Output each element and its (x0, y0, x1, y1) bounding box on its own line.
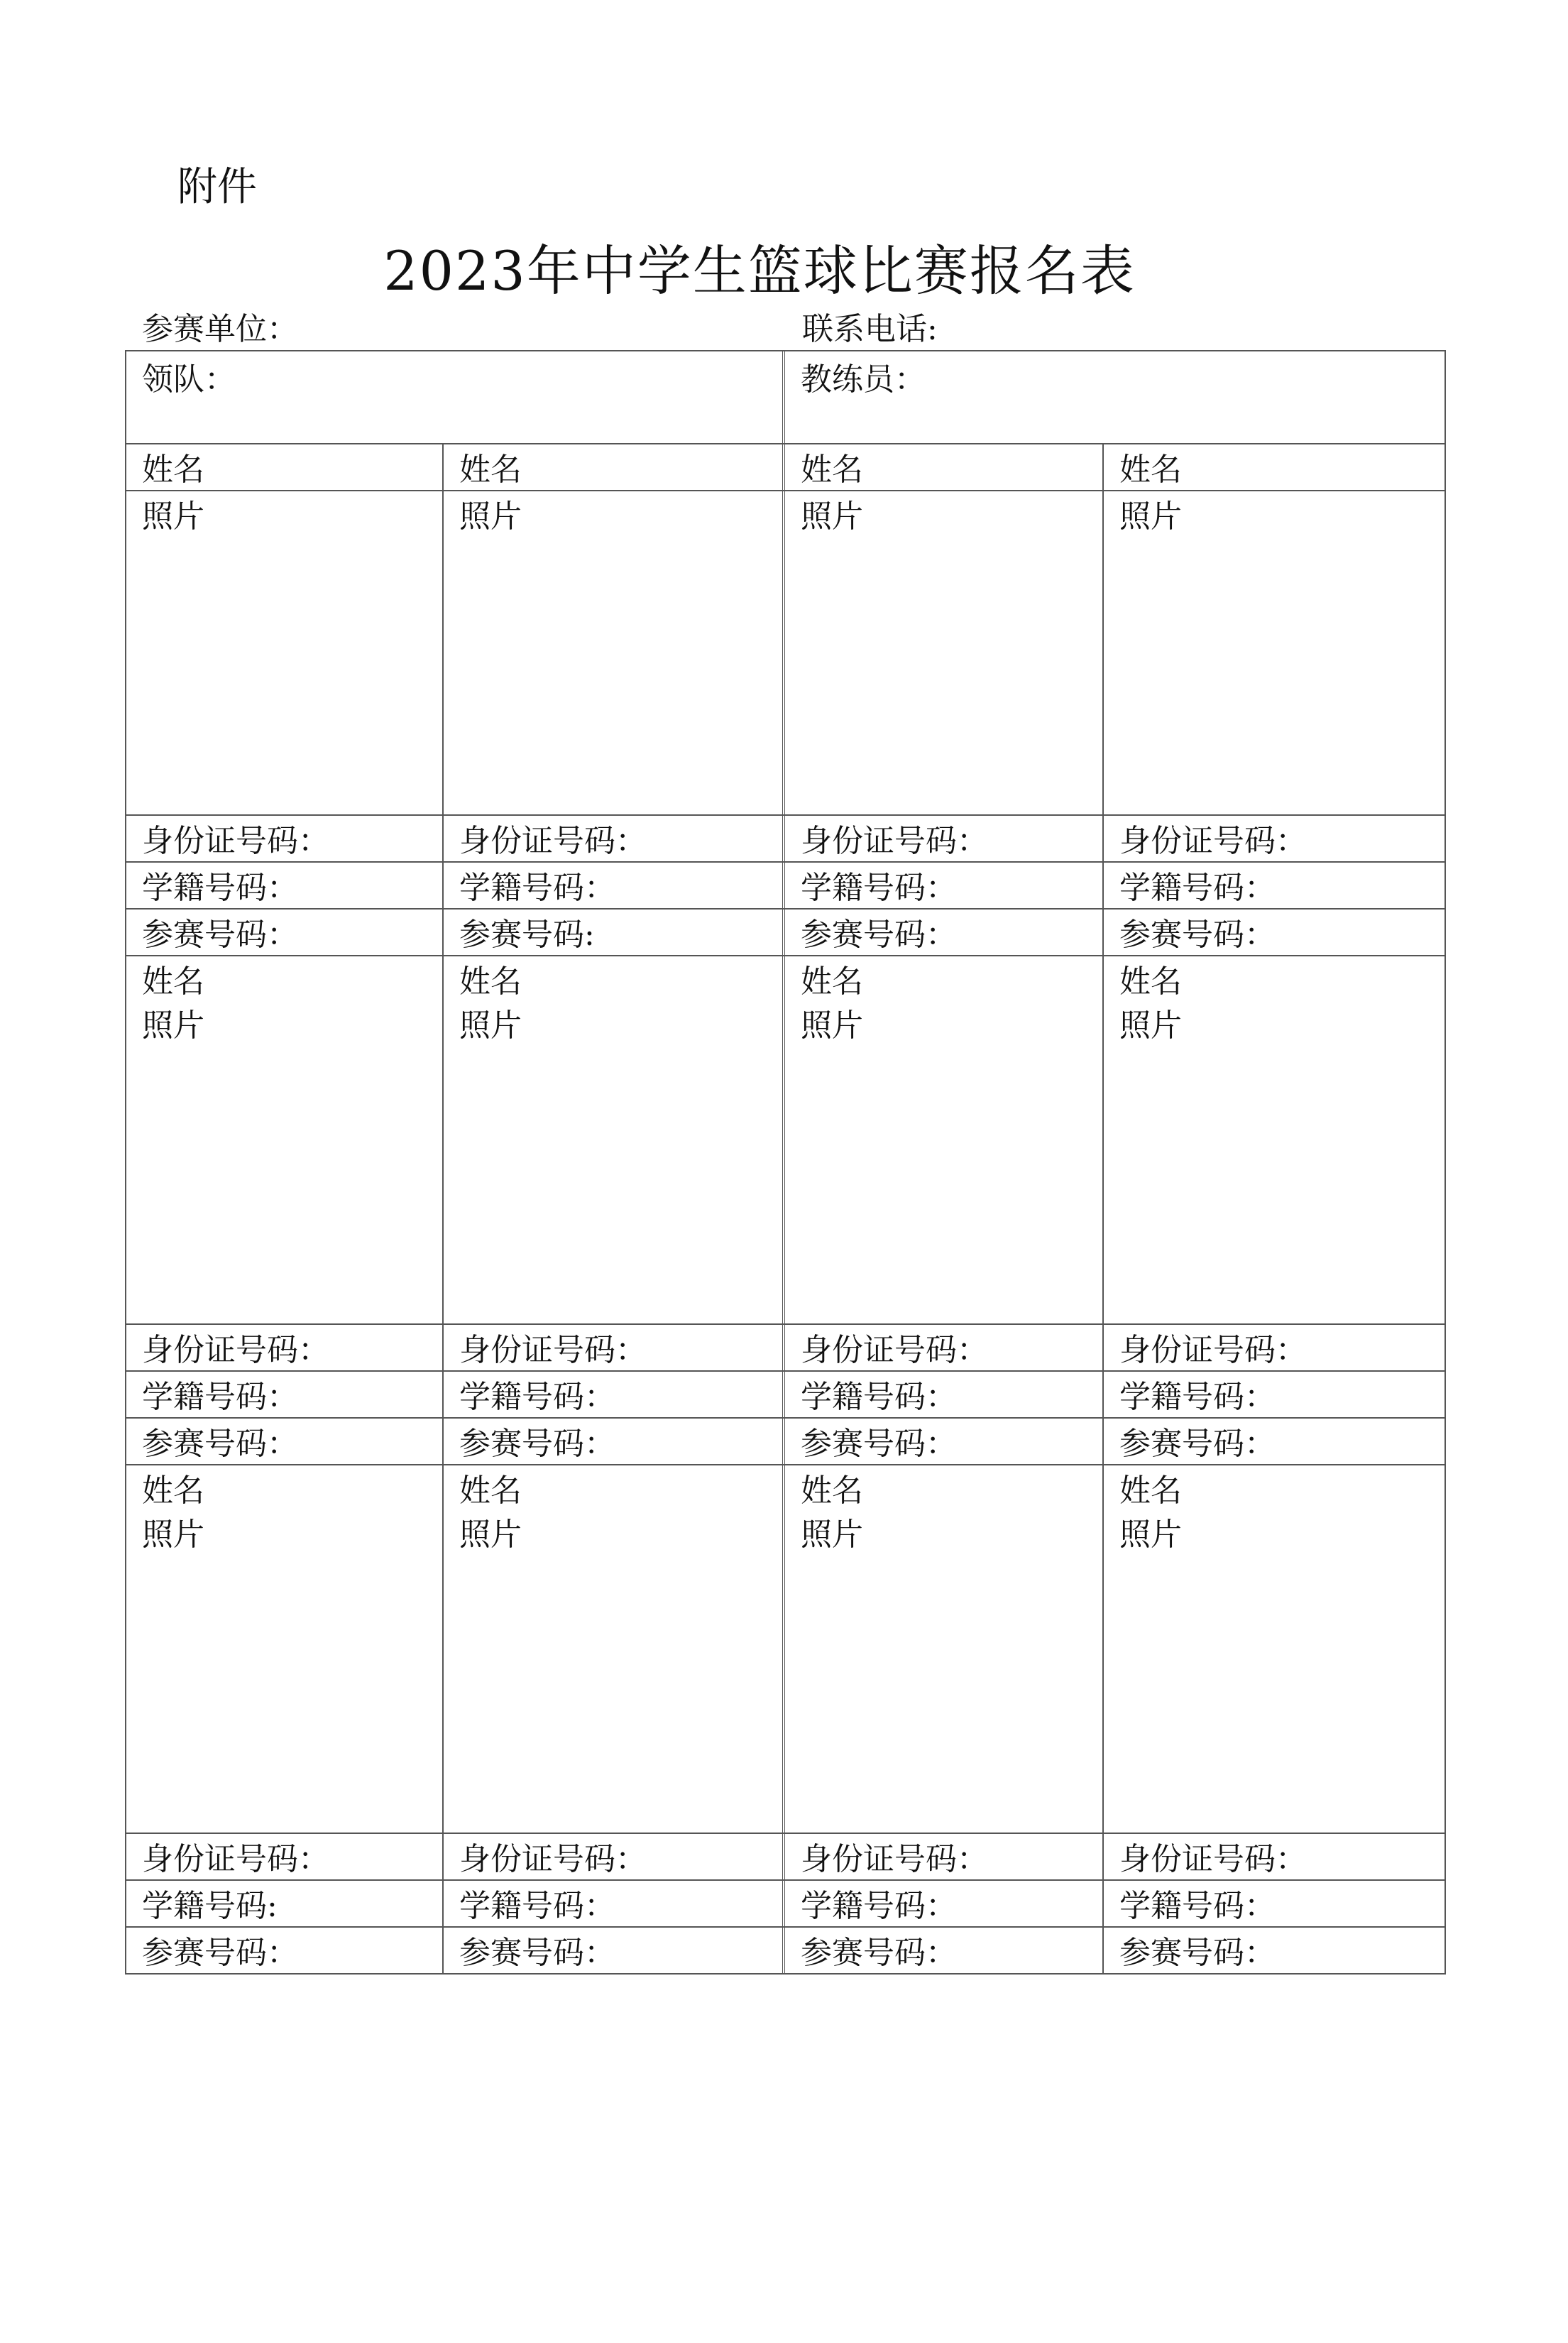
entry-number-field[interactable]: 参赛号码： (444, 1928, 785, 1973)
player-name-photo-box[interactable] (1104, 1465, 1446, 1833)
id-number-field[interactable]: 身份证号码： (444, 1325, 785, 1370)
id-number-field[interactable]: 身份证号码： (1119, 823, 1307, 859)
id-number-field[interactable]: 身份证号码： (126, 1325, 444, 1370)
id-number-field[interactable]: 身份证号码： (126, 1834, 444, 1879)
entry-number-field[interactable]: 参赛号码： (785, 910, 1104, 955)
student-number-field[interactable]: 学籍号码： (1119, 1888, 1276, 1924)
entry-number-field[interactable]: 参赛号码： (126, 910, 444, 955)
student-number-field[interactable]: 学籍号码: (126, 1881, 444, 1926)
id-number-field[interactable]: 身份证号码： (444, 816, 785, 861)
player-photo-label: 照片 (142, 1007, 204, 1044)
id-number-field[interactable]: 身份证号码： (785, 1834, 1104, 1879)
entry-number-row (126, 910, 1444, 956)
student-number-field[interactable]: 学籍号码： (444, 1881, 785, 1926)
entry-number-field[interactable]: 参赛号码： (1119, 917, 1276, 953)
player-photo-box[interactable]: 照片 (444, 491, 785, 814)
entry-number-row (126, 1928, 1444, 1973)
player-photo-box[interactable]: 照片 (126, 491, 444, 814)
student-number-field[interactable]: 学籍号码： (1119, 870, 1276, 906)
student-number-field[interactable]: 学籍号码： (785, 1372, 1104, 1417)
player-name-label: 姓名 (142, 963, 204, 1000)
player-photo-box[interactable]: 照片 (1119, 498, 1182, 535)
registration-table (125, 350, 1446, 1975)
id-number-row (126, 816, 1444, 863)
player-name-label: 姓名 (801, 1473, 863, 1509)
player-photo-label: 照片 (801, 1007, 863, 1044)
player-name-photo-box[interactable] (444, 1465, 785, 1833)
entry-number-field[interactable]: 参赛号码： (444, 1419, 785, 1464)
player-name-photo-box[interactable] (126, 1465, 444, 1833)
student-number-field[interactable]: 学籍号码： (126, 863, 444, 908)
entry-number-field[interactable]: 参赛号码： (785, 1928, 1104, 1973)
player-name-label: 姓名 (1119, 1473, 1182, 1509)
student-number-row (126, 863, 1444, 910)
id-number-row (126, 1325, 1444, 1372)
player-name-label: 姓名 (801, 963, 863, 1000)
player-name-field[interactable]: 姓名 (785, 444, 1104, 490)
entry-number-field[interactable]: 参赛号码： (1119, 1426, 1276, 1462)
coach-field[interactable]: 教练员： (801, 361, 926, 398)
entry-number-field[interactable]: 参赛号码： (126, 1419, 444, 1464)
student-number-row (126, 1372, 1444, 1419)
student-number-field[interactable]: 学籍号码： (785, 863, 1104, 908)
id-number-field[interactable]: 身份证号码： (785, 816, 1104, 861)
id-number-field[interactable]: 身份证号码： (126, 816, 444, 861)
student-number-row (126, 1881, 1444, 1928)
page-title: 2023年中学生篮球比赛报名表 (383, 239, 1136, 302)
player-name-label: 姓名 (459, 1473, 522, 1509)
player-name-field[interactable]: 姓名 (126, 444, 444, 490)
player-name-label: 姓名 (1119, 963, 1182, 1000)
attachment-label: 附件 (177, 164, 257, 210)
name-photo-row (126, 956, 1444, 1325)
entry-number-field[interactable]: 参赛号码： (785, 1419, 1104, 1464)
player-name-photo-box[interactable] (785, 1465, 1104, 1833)
player-name-photo-box[interactable] (444, 956, 785, 1323)
staff-row (126, 351, 1444, 444)
player-name-field[interactable]: 姓名 (444, 444, 785, 490)
player-photo-label: 照片 (459, 1007, 522, 1044)
student-number-field[interactable]: 学籍号码： (1119, 1379, 1276, 1415)
player-name-label: 姓名 (142, 1473, 204, 1509)
player-photo-label: 照片 (459, 1517, 522, 1553)
leader-field[interactable]: 领队： (126, 351, 785, 443)
player-photo-label: 照片 (142, 1517, 204, 1553)
entry-number-row (126, 1419, 1444, 1465)
entry-number-field[interactable]: 参赛号码： (1119, 1935, 1276, 1971)
player-name-photo-box[interactable] (785, 956, 1104, 1323)
id-number-row (126, 1834, 1444, 1881)
player-photo-box[interactable]: 照片 (785, 491, 1104, 814)
id-number-field[interactable]: 身份证号码： (785, 1325, 1104, 1370)
id-number-field[interactable]: 身份证号码： (1119, 1841, 1307, 1877)
entry-number-field[interactable]: 参赛号码: (444, 910, 785, 955)
id-number-field[interactable]: 身份证号码： (444, 1834, 785, 1879)
player-photo-label: 照片 (1119, 1517, 1182, 1553)
student-number-field[interactable]: 学籍号码： (126, 1372, 444, 1417)
player-name-field[interactable]: 姓名 (1119, 452, 1182, 488)
player-name-photo-box[interactable] (126, 956, 444, 1323)
photo-row (126, 491, 1444, 816)
unit-label: 参赛单位： (142, 311, 298, 347)
player-name-label: 姓名 (459, 963, 522, 1000)
id-number-field[interactable]: 身份证号码： (1119, 1332, 1307, 1368)
player-name-photo-box[interactable] (1104, 956, 1446, 1323)
name-photo-row (126, 1465, 1444, 1834)
student-number-field[interactable]: 学籍号码： (444, 863, 785, 908)
player-photo-label: 照片 (801, 1517, 863, 1553)
entry-number-field[interactable]: 参赛号码： (126, 1928, 444, 1973)
student-number-field[interactable]: 学籍号码： (785, 1881, 1104, 1926)
student-number-field[interactable]: 学籍号码： (444, 1372, 785, 1417)
names-row (126, 444, 1444, 491)
player-photo-label: 照片 (1119, 1007, 1182, 1044)
phone-label: 联系电话: (802, 311, 938, 347)
